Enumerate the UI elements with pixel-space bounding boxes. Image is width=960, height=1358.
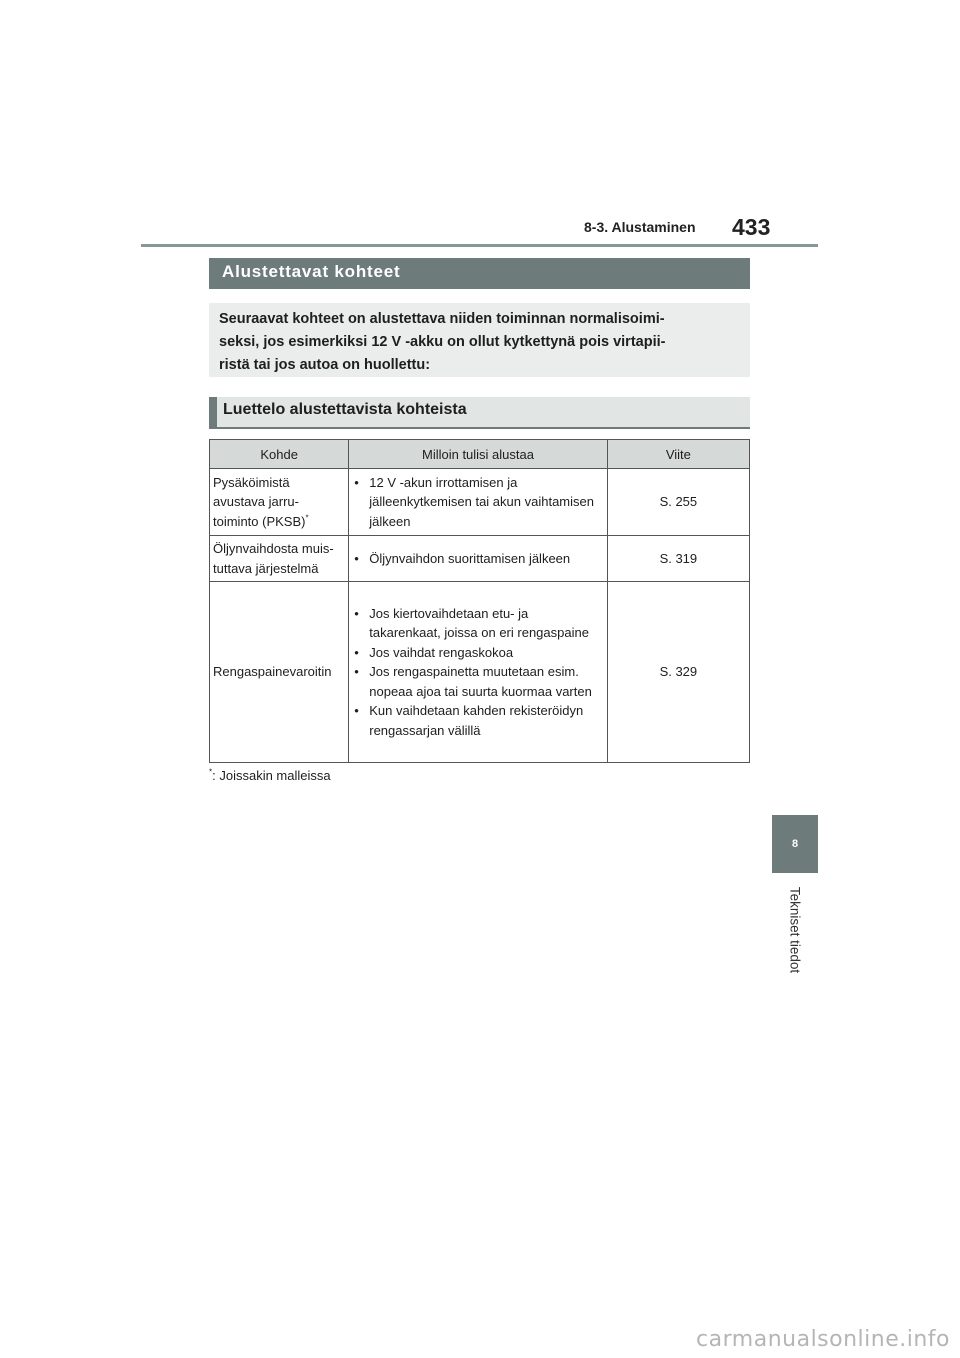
intro-line: seksi, jos esimerkiksi 12 V -akku on ollut kytkettynä pois virtapii- — [219, 334, 666, 350]
intro-line: ristä tai jos autoa on huollettu: — [219, 357, 431, 373]
reference-cell: S. 329 — [607, 582, 749, 763]
item-line — [213, 512, 348, 532]
when-list — [353, 473, 602, 532]
list-item: • 12 V -akun irrottamisen ja jälleenkytkemisen tai akun vaihtamisen jälkeen — [353, 473, 602, 532]
when-list — [353, 549, 602, 569]
footnote-marker: * — [209, 767, 213, 777]
subheading: Luettelo alustettavista kohteista — [209, 397, 750, 429]
list-item: • Jos kiertovaihdetaan etu- ja takarenkaat, joissa on eri rengaspaine — [353, 604, 602, 643]
intro-line: Seuraavat kohteet on alustettava niiden toiminnan normalisoimi- — [219, 311, 665, 327]
list-item: • Jos vaihdat rengaskokoa — [353, 643, 602, 663]
intro-paragraph — [209, 303, 750, 377]
page-title: Alustettavat kohteet — [209, 258, 750, 289]
when-cell — [349, 536, 607, 582]
item-line: avustava jarru- — [213, 494, 299, 510]
footnote-marker: * — [305, 513, 309, 523]
reset-items-table — [209, 439, 750, 763]
item-cell — [210, 582, 349, 763]
table-row — [210, 536, 750, 582]
item-line: tuttava järjestelmä — [213, 560, 319, 576]
reference-cell: S. 255 — [607, 469, 749, 536]
table-row — [210, 469, 750, 536]
chapter-tab: 8 — [772, 815, 818, 873]
header-divider — [141, 244, 818, 247]
section-heading: 8-3. Alustaminen — [584, 219, 696, 235]
reference-cell: S. 319 — [607, 536, 749, 582]
table-header-row — [210, 440, 750, 469]
item-cell — [210, 469, 349, 536]
when-cell — [349, 469, 607, 536]
page-number: 433 — [732, 214, 771, 240]
column-header-when: Milloin tulisi alustaa — [349, 440, 607, 469]
when-list — [353, 604, 602, 741]
item-line: Öljynvaihdosta muis- — [213, 541, 334, 556]
when-cell — [349, 582, 607, 763]
item-line: Pysäköimistä — [213, 474, 290, 490]
item-line-text: toiminto (PKSB) — [213, 513, 306, 529]
list-item: • Jos rengaspainetta muutetaan esim. nopeaa ajoa tai suurta kuormaa varten — [353, 662, 602, 701]
chapter-label: Tekniset tiedot — [787, 886, 803, 974]
table-row — [210, 582, 750, 763]
watermark: carmanualsonline.info — [696, 1327, 950, 1352]
footnote — [209, 768, 331, 783]
item-cell — [210, 536, 349, 582]
footnote-text: : Joissakin malleissa — [212, 768, 331, 783]
column-header-reference: Viite — [607, 440, 749, 469]
item-line: Rengaspainevaroitin — [213, 664, 332, 680]
list-item: • Öljynvaihdon suorittamisen jälkeen — [353, 549, 602, 569]
column-header-item: Kohde — [210, 440, 349, 469]
list-item: • Kun vaihdetaan kahden rekisteröidyn rengassarjan välillä — [353, 701, 602, 740]
